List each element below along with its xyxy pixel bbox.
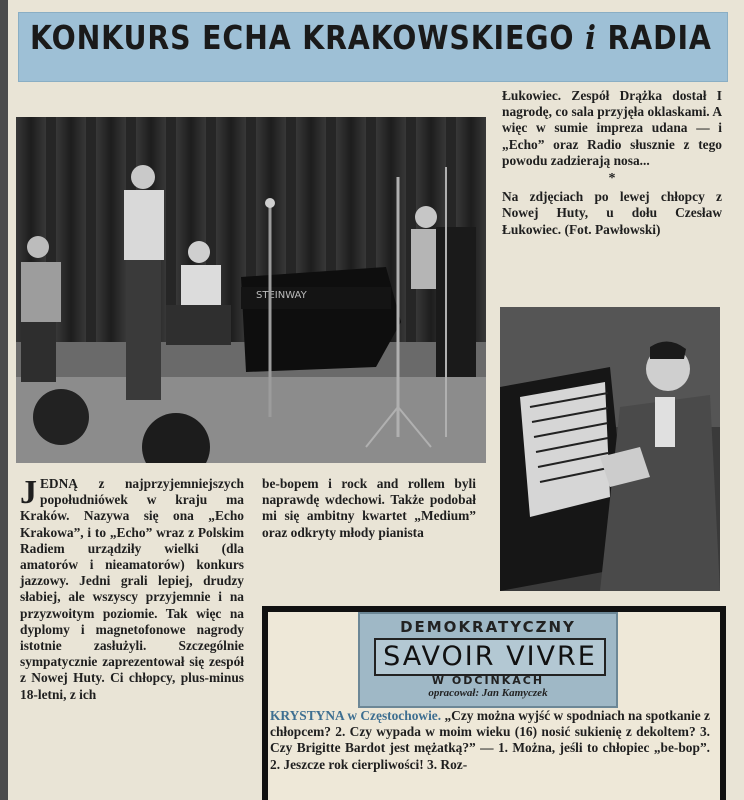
headline-part1: KONKURS ECHA KRAKOWSKIEGO xyxy=(30,18,575,57)
badge-sub-text: W ODCINKACH xyxy=(431,674,545,687)
badge-top-text: DEMOKRATYCZNY xyxy=(400,618,576,636)
savoir-vivre-body: „Czy można wyjść w spodniach na spotkanie z chłopcem? 2. Czy wypada w moim wieku (16) nosić sukienię z dekoltem? 3. Czy Brigitte Bardot jest mężatką?” — 1. Można, jeśli to chłopiec „be-bop”. 2. Jeszcze rok cierpliwości! 3. Roz- xyxy=(270,708,710,772)
pianist-photo-image xyxy=(500,307,720,591)
headline-part2: RADIA xyxy=(607,18,712,57)
separator-star: * xyxy=(608,171,616,187)
savoir-vivre-text xyxy=(270,708,710,773)
savoir-vivre-lead: KRYSTYNA w Częstochowie. xyxy=(270,708,442,723)
band-photo xyxy=(16,117,486,463)
savoir-vivre-badge xyxy=(358,612,618,708)
drop-cap: J xyxy=(20,474,37,511)
article-column-middle xyxy=(262,476,476,541)
pianist-photo xyxy=(500,307,720,591)
badge-main-text: SAVOIR VIVRE xyxy=(374,638,606,676)
headline-conjunction: i xyxy=(585,18,597,57)
badge-author-text: opracował: Jan Kamyczek xyxy=(428,687,548,699)
article-text-middle: be-bopem i rock and rollem byli naprawdę wdechowi. Także podobał mi się ambitny kwartet „Medium” oraz odkryty młody pianista xyxy=(262,476,476,540)
page-edge-rule xyxy=(0,0,8,800)
headline xyxy=(30,18,712,57)
article-text-left: EDNĄ z najprzyjemniejszych popołudniówek w kraju ma Kraków. Nazywa się ona „Echo Krakowa”, i to „Echo” wraz z Polskim Radiem urządziły wielki (dla amatorów i nieamatorów) konkurs jazzowy. Jedni grali lepiej, drudzy słabiej, ale wszyscy przyjemnie i na przyzwoitym poziomie. Tak więc na dyplomy i magnetofonowe nagrody istotnie zasłużyli. Szczególnie sympatycznie zaprezentował się zespół z Nowej Huty. Ci chłopcy, plus-minus 18-letni, z ich xyxy=(20,476,244,702)
band-photo-image xyxy=(16,117,486,463)
article-column-left xyxy=(20,476,244,703)
article-text-right: Łukowiec. Zespół Drążka dostał I nagrodę, co sala przyjęła oklaskami. A więc w sumie impreza udana — i „Echo” oraz Radio słusznie z tego powodu zadzierają nosa... xyxy=(502,88,722,168)
photo-caption: Na zdjęciach po lewej chłopcy z Nowej Huty, u dołu Czesław Łukowiec. (Fot. Pawłowski) xyxy=(502,189,722,237)
article-column-right xyxy=(502,88,722,238)
piano-brand: STEINWAY xyxy=(256,290,307,301)
